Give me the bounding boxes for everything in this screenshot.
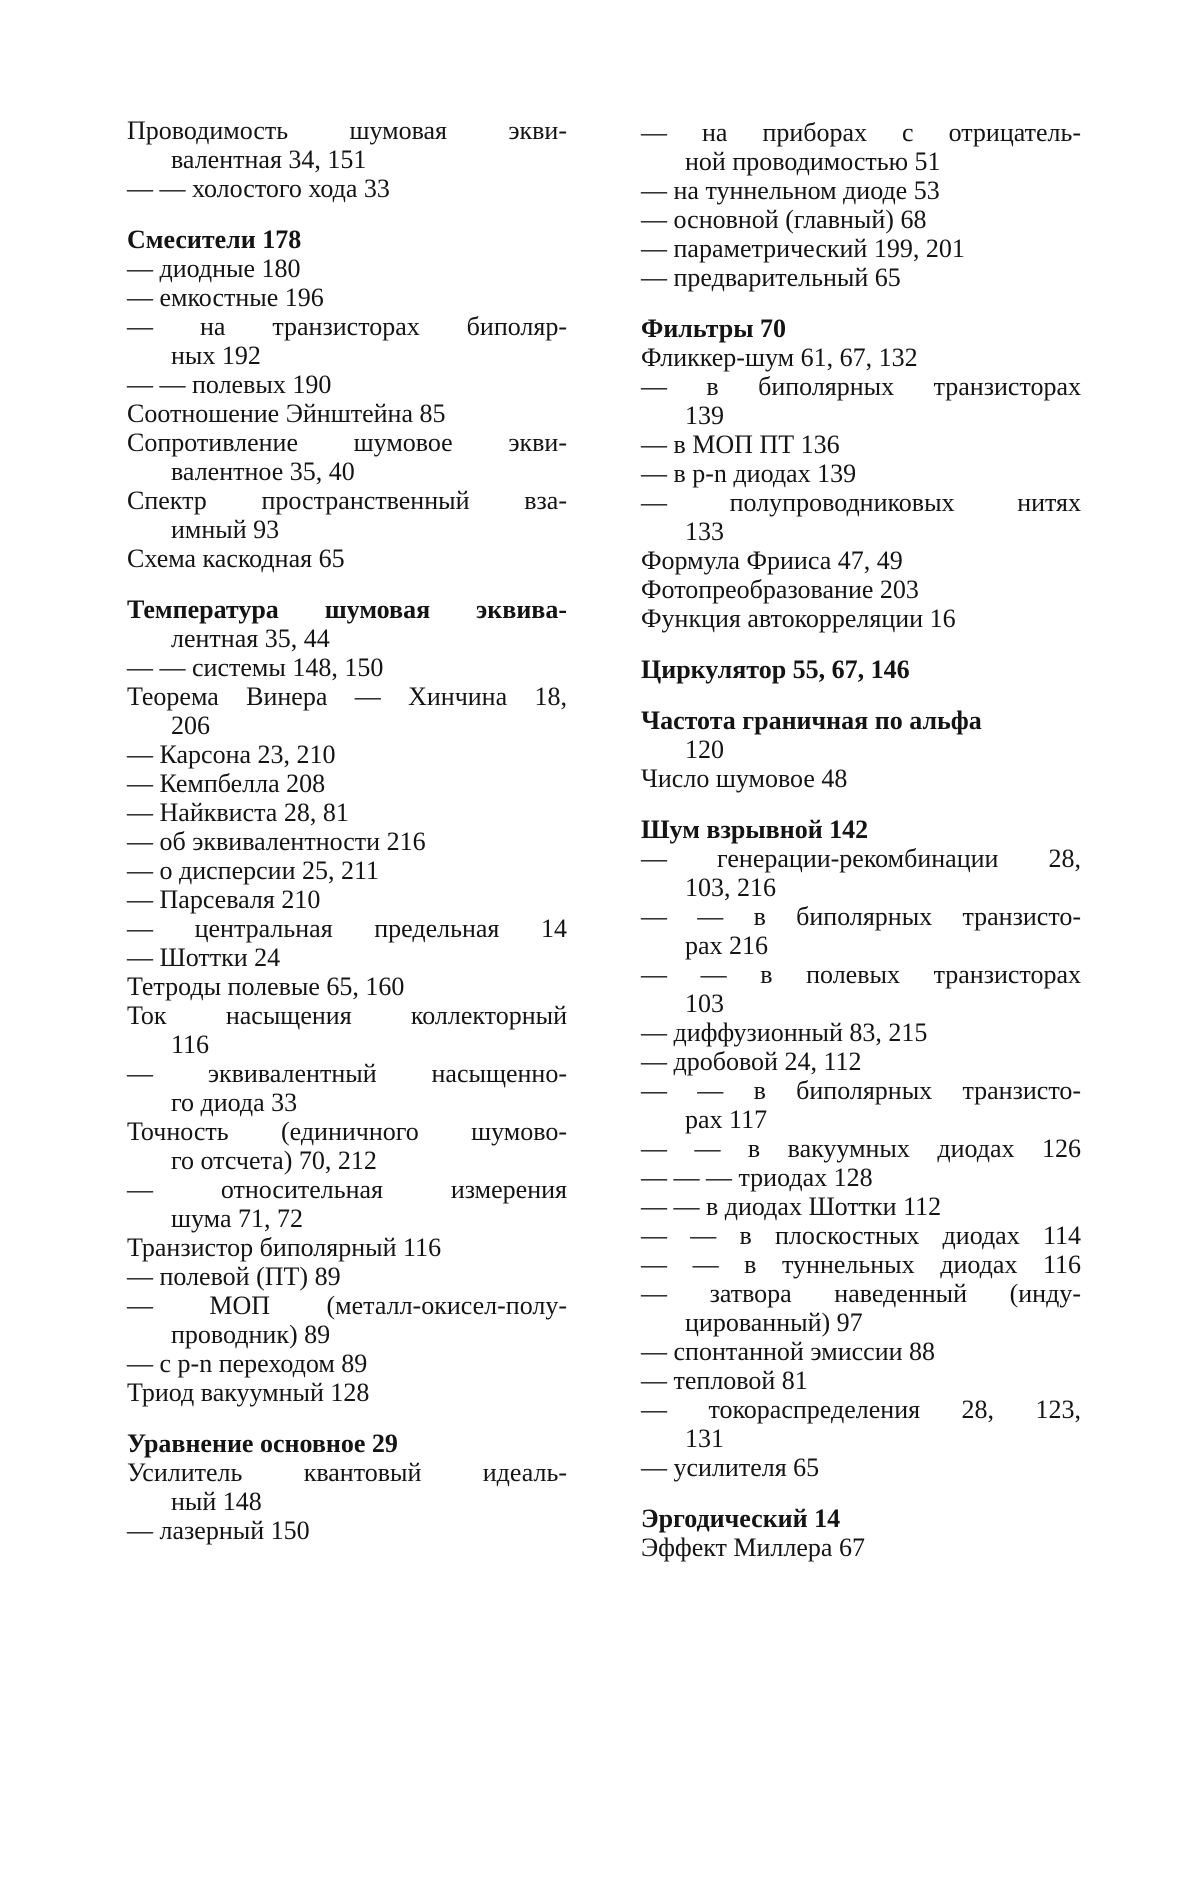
index-entry: проводник) 89	[171, 1320, 331, 1349]
index-entry: Эффект Миллера 67	[641, 1533, 865, 1562]
index-entry: — на приборах с отрицатель-	[641, 118, 1081, 147]
index-entry: — — холостого хода 33	[127, 174, 390, 203]
index-entry: Точность (единичного шумово-	[127, 1117, 567, 1146]
index-entry: — относительная измерения	[127, 1175, 567, 1204]
index-entry: 120	[685, 735, 724, 764]
index-entry: — с p-n переходом 89	[127, 1349, 368, 1378]
section-gap	[127, 1407, 567, 1429]
index-entry: Функция автокорреляции 16	[641, 604, 956, 633]
index-entry: — в МОП ПТ 136	[641, 430, 840, 459]
index-entry: — лазерный 150	[127, 1516, 310, 1545]
index-entry: — полевой (ПТ) 89	[127, 1262, 341, 1291]
section-gap	[127, 573, 567, 595]
index-entry: — центральная предельная 14	[127, 914, 567, 943]
index-entry: Эргодический 14	[641, 1504, 841, 1533]
index-entry: Сопротивление шумовое экви-	[127, 428, 567, 457]
index-entry: — — в вакуумных диодах 126	[641, 1134, 1081, 1163]
index-entry: — — в плоскостных диодах 114	[641, 1221, 1081, 1250]
index-entry: Формула Фрииса 47, 49	[641, 546, 903, 575]
section-gap	[641, 684, 1081, 706]
index-entry: го диода 33	[171, 1088, 298, 1117]
index-entry: Фильтры 70	[641, 314, 787, 343]
index-entry: — параметрический 199, 201	[641, 234, 965, 263]
index-entry: — предварительный 65	[641, 263, 901, 292]
index-column-right	[641, 118, 1081, 1562]
index-entry: Фотопреобразование 203	[641, 575, 919, 604]
index-entry: 103	[685, 989, 724, 1018]
index-entry: — — полевых 190	[127, 370, 332, 399]
index-entry: — затвора наведенный (инду-	[641, 1279, 1081, 1308]
index-entry: Уравнение основное 29	[127, 1429, 398, 1458]
index-entry: Число шумовое 48	[641, 764, 848, 793]
index-entry: 206	[171, 711, 210, 740]
index-entry: — усилителя 65	[641, 1453, 820, 1482]
index-entry: — емкостные 196	[127, 283, 324, 312]
index-entry: — МОП (металл-окисел-полу-	[127, 1291, 567, 1320]
index-entry: Шум взрывной 142	[641, 815, 869, 844]
index-entry: — диодные 180	[127, 254, 301, 283]
index-entry: цированный) 97	[685, 1308, 863, 1337]
index-entry: Смесители 178	[127, 225, 302, 254]
index-entry: Схема каскодная 65	[127, 544, 345, 573]
index-entry: — о дисперсии 25, 211	[127, 856, 380, 885]
index-entry: Триод вакуумный 128	[127, 1378, 370, 1407]
index-entry: — диффузионный 83, 215	[641, 1018, 928, 1047]
index-entry: — на транзисторах биполяр-	[127, 312, 567, 341]
index-entry: Теорема Винера — Хинчина 18,	[127, 682, 567, 711]
index-entry: Фликкер-шум 61, 67, 132	[641, 343, 918, 372]
index-entry: — — в туннельных диодах 116	[641, 1250, 1081, 1279]
index-entry: 139	[685, 401, 724, 430]
index-entry: — генерации-рекомбинации 28,	[641, 844, 1081, 873]
index-entry: — — в биполярных транзисто-	[641, 902, 1081, 931]
index-entry: — основной (главный) 68	[641, 205, 927, 234]
index-entry: ной проводимостью 51	[685, 147, 941, 176]
index-entry: — в биполярных транзисторах	[641, 372, 1081, 401]
index-entry: — на туннельном диоде 53	[641, 176, 940, 205]
index-entry: — токораспределения 28, 123,	[641, 1395, 1081, 1424]
index-entry: — эквивалентный насыщенно-	[127, 1059, 567, 1088]
index-entry: ный 148	[171, 1487, 262, 1516]
index-entry: Температура шумовая эквива-	[127, 595, 567, 624]
index-entry: Усилитель квантовый идеаль-	[127, 1458, 567, 1487]
index-entry: ных 192	[171, 341, 261, 370]
section-gap	[641, 793, 1081, 815]
index-entry: Тетроды полевые 65, 160	[127, 972, 405, 1001]
index-entry: — Шоттки 24	[127, 943, 281, 972]
index-entry: — — в полевых транзисторах	[641, 960, 1081, 989]
index-column-left	[127, 116, 567, 1545]
index-entry: лентная 35, 44	[171, 624, 330, 653]
index-entry: — Парсеваля 210	[127, 885, 321, 914]
index-entry: валентная 34, 151	[171, 145, 367, 174]
index-entry: — в p-n диодах 139	[641, 459, 857, 488]
section-gap	[127, 203, 567, 225]
index-entry: — полупроводниковых нитях	[641, 488, 1081, 517]
index-entry: — об эквивалентности 216	[127, 827, 426, 856]
index-entry: — — в биполярных транзисто-	[641, 1076, 1081, 1105]
index-entry: — — — триодах 128	[641, 1163, 873, 1192]
index-entry: — дробовой 24, 112	[641, 1047, 862, 1076]
index-entry: Проводимость шумовая экви-	[127, 116, 567, 145]
index-entry: го отсчета) 70, 212	[171, 1146, 377, 1175]
index-entry: рах 117	[685, 1105, 768, 1134]
index-entry: валентное 35, 40	[171, 457, 355, 486]
index-entry: шума 71, 72	[171, 1204, 303, 1233]
index-entry: — Карсона 23, 210	[127, 740, 336, 769]
index-entry: 131	[685, 1424, 724, 1453]
index-entry: — Кемпбелла 208	[127, 769, 326, 798]
index-entry: — — в диодах Шоттки 112	[641, 1192, 942, 1221]
index-entry: имный 93	[171, 515, 280, 544]
index-entry: Ток насыщения коллекторный	[127, 1001, 567, 1030]
index-entry: — — системы 148, 150	[127, 653, 384, 682]
index-entry: рах 216	[685, 931, 769, 960]
index-entry: — тепловой 81	[641, 1366, 808, 1395]
index-entry: 103, 216	[685, 873, 776, 902]
index-entry: Транзистор биполярный 116	[127, 1233, 442, 1262]
index-entry: — Найквиста 28, 81	[127, 798, 349, 827]
index-entry: 116	[171, 1030, 210, 1059]
section-gap	[641, 1482, 1081, 1504]
section-gap	[641, 633, 1081, 655]
section-gap	[641, 292, 1081, 314]
index-entry: — спонтанной эмиссии 88	[641, 1337, 936, 1366]
index-entry: Циркулятор 55, 67, 146	[641, 655, 910, 684]
index-entry: Частота граничная по альфа	[641, 706, 982, 735]
index-entry: Соотношение Эйнштейна 85	[127, 399, 446, 428]
index-entry: 133	[685, 517, 724, 546]
index-entry: Спектр пространственный вза-	[127, 486, 567, 515]
